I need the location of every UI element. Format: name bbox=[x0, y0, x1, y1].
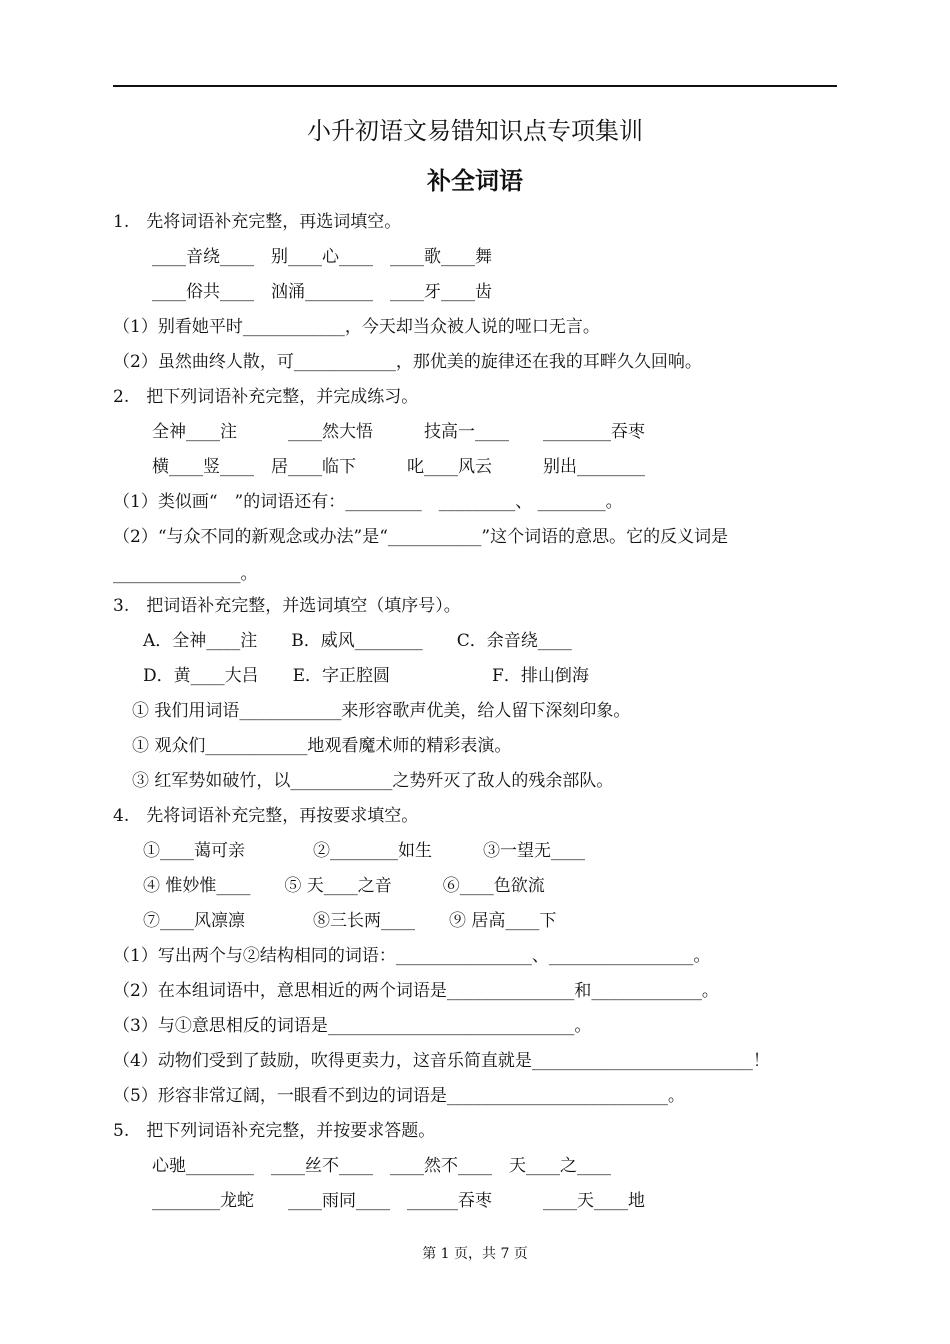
q2-word-row-1: 全神____注 ____然大悟 技高一____ ________吞枣 bbox=[152, 422, 645, 442]
q1-blank-1: （1）别看她平时____________，今天却当众被人说的哑口无言。 bbox=[113, 317, 600, 337]
q3-options-row-1: A．全神____注 B．威风________ C．余音绕____ bbox=[143, 631, 572, 651]
question-3-prompt: 3. 把词语补充完整，并选词填空（填序号）。 bbox=[113, 596, 461, 616]
q3-options-row-2: D．黄____大吕 E．字正腔圆 F．排山倒海 bbox=[143, 666, 589, 686]
question-5-prompt: 5. 把下列词语补充完整，并按要求答题。 bbox=[113, 1121, 436, 1141]
q4-blank-2: （2）在本组词语中，意思相近的两个词语是_______________和_____________。 bbox=[113, 981, 719, 1001]
q5-word-row-1: 心驰________ ____丝不____ ____然不____ 天____之____ bbox=[152, 1156, 611, 1176]
q4-blank-5: （5）形容非常辽阔，一眼看不到边的词语是__________________________。 bbox=[113, 1086, 685, 1106]
page-subtitle: 补全词语 bbox=[427, 167, 523, 195]
q4-word-row-3: ⑦____风凛凛 ⑧三长两____ ⑨ 居高____下 bbox=[143, 911, 557, 931]
q4-blank-1: （1）写出两个与②结构相同的词语：________________、_________________。 bbox=[113, 946, 711, 966]
question-1-prompt: 1. 先将词语补充完整，再选词填空。 bbox=[113, 212, 402, 232]
q3-blank-3: ③ 红军势如破竹，以____________之势歼灭了敌人的残余部队。 bbox=[132, 771, 614, 791]
q2-blank-1: （1）类似画“ ”的词语还有：_________ _________、 ________。 bbox=[113, 492, 623, 512]
q1-blank-2: （2）虽然曲终人散，可____________，那优美的旋律还在我的耳畔久久回响。 bbox=[113, 352, 702, 372]
header-rule bbox=[113, 85, 837, 87]
q4-word-row-1: ①____蔼可亲 ②________如生 ③一望无____ bbox=[143, 841, 585, 861]
q2-word-row-2: 横____竖____ 居____临下 叱____风云 别出________ bbox=[152, 457, 645, 477]
page-title: 小升初语文易错知识点专项集训 bbox=[307, 117, 643, 145]
q3-blank-2: ① 观众们____________地观看魔术师的精彩表演。 bbox=[132, 736, 512, 756]
q4-blank-3: （3）与①意思相反的词语是_____________________________。 bbox=[113, 1016, 592, 1036]
q1-word-row-2: ____俗共____ 汹涌________ ____牙____齿 bbox=[152, 282, 492, 302]
q4-blank-4: （4）动物们受到了鼓励，吹得更卖力，这音乐简直就是__________________________！ bbox=[113, 1051, 770, 1071]
page-number: 第 1 页，共 7 页 bbox=[422, 1246, 528, 1262]
q4-word-row-2: ④ 惟妙惟____ ⑤ 天____之音 ⑥____色欲流 bbox=[143, 876, 545, 896]
q1-word-row-1: ____音绕____ 别____心____ ____歌____舞 bbox=[152, 247, 492, 267]
q3-blank-1: ① 我们用词语____________来形容歌声优美，给人留下深刻印象。 bbox=[132, 701, 631, 721]
q5-word-row-2: ________龙蛇 ____雨同____ ______吞枣 ____天____地 bbox=[152, 1191, 645, 1211]
question-4-prompt: 4. 先将词语补充完整，再按要求填空。 bbox=[113, 806, 419, 826]
question-2-prompt: 2. 把下列词语补充完整，并完成练习。 bbox=[113, 387, 419, 407]
q2-blank-2: （2）“与众不同的新观念或办法”是“___________”这个词语的意思。它的反义词是 bbox=[113, 527, 729, 547]
q2-blank-2-cont: _______________。 bbox=[113, 564, 258, 584]
